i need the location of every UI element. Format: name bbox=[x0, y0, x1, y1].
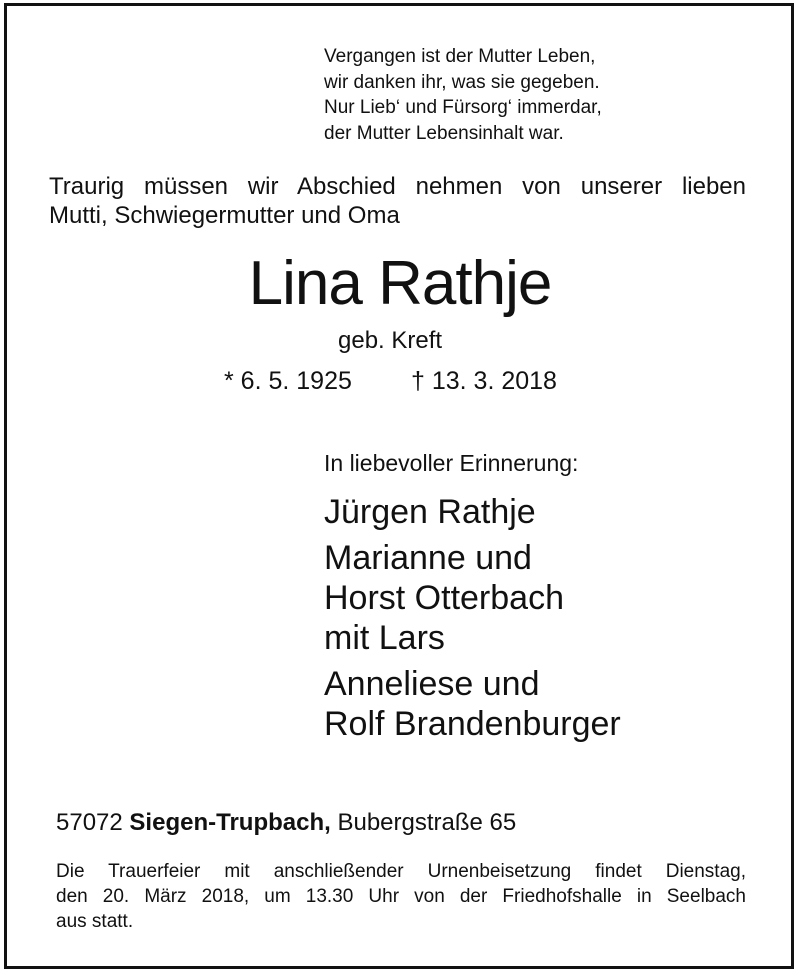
notice-line: aus statt. bbox=[56, 911, 134, 932]
mourner-line: Horst Otterbach bbox=[324, 579, 564, 617]
mourners-list bbox=[324, 492, 621, 750]
poem-line: Nur Lieb‘ und Fürsorg‘ immerdar, bbox=[324, 97, 602, 118]
intro-line: Traurig müssen wir Abschied nehmen von unserer lieben bbox=[49, 173, 746, 200]
announcement-intro bbox=[49, 172, 746, 230]
town-name: Siegen-Trupbach, bbox=[129, 809, 331, 836]
notice-line: Die Trauerfeier mit anschließender Urnenbeisetzung findet Dienstag, bbox=[56, 861, 746, 882]
death-date: † 13. 3. 2018 bbox=[411, 367, 557, 395]
poem-line: der Mutter Lebensinhalt war. bbox=[324, 122, 564, 144]
maiden-name: geb. Kreft bbox=[338, 327, 443, 354]
memory-heading: In liebevoller Erinnerung: bbox=[324, 450, 579, 476]
birth-date: * 6. 5. 1925 bbox=[224, 367, 352, 395]
mourner-group bbox=[324, 664, 621, 744]
family-address bbox=[56, 808, 516, 838]
deceased-name: Lina Rathje bbox=[248, 249, 552, 318]
poem-line: wir danken ihr, was sie gegeben. bbox=[324, 71, 600, 93]
intro-line: Mutti, Schwiegermutter und Oma bbox=[49, 202, 400, 229]
mourner-line: Marianne und bbox=[324, 539, 532, 577]
funeral-notice bbox=[56, 859, 746, 934]
mourner-group bbox=[324, 538, 621, 658]
mourner-line: mit Lars bbox=[324, 619, 445, 657]
mourner-line: Rolf Brandenburger bbox=[324, 705, 621, 743]
memorial-poem bbox=[324, 44, 602, 146]
notice-line: den 20. März 2018, um 13.30 Uhr von der Friedhofshalle in Seelbach bbox=[56, 886, 746, 907]
street-address: Bubergstraße 65 bbox=[337, 809, 517, 836]
mourner-line: Jürgen Rathje bbox=[324, 493, 536, 531]
mourner-line: Anneliese und bbox=[324, 665, 540, 703]
mourner-group bbox=[324, 492, 621, 532]
poem-line: Vergangen ist der Mutter Leben, bbox=[324, 46, 596, 67]
postal-code: 57072 bbox=[56, 809, 123, 836]
